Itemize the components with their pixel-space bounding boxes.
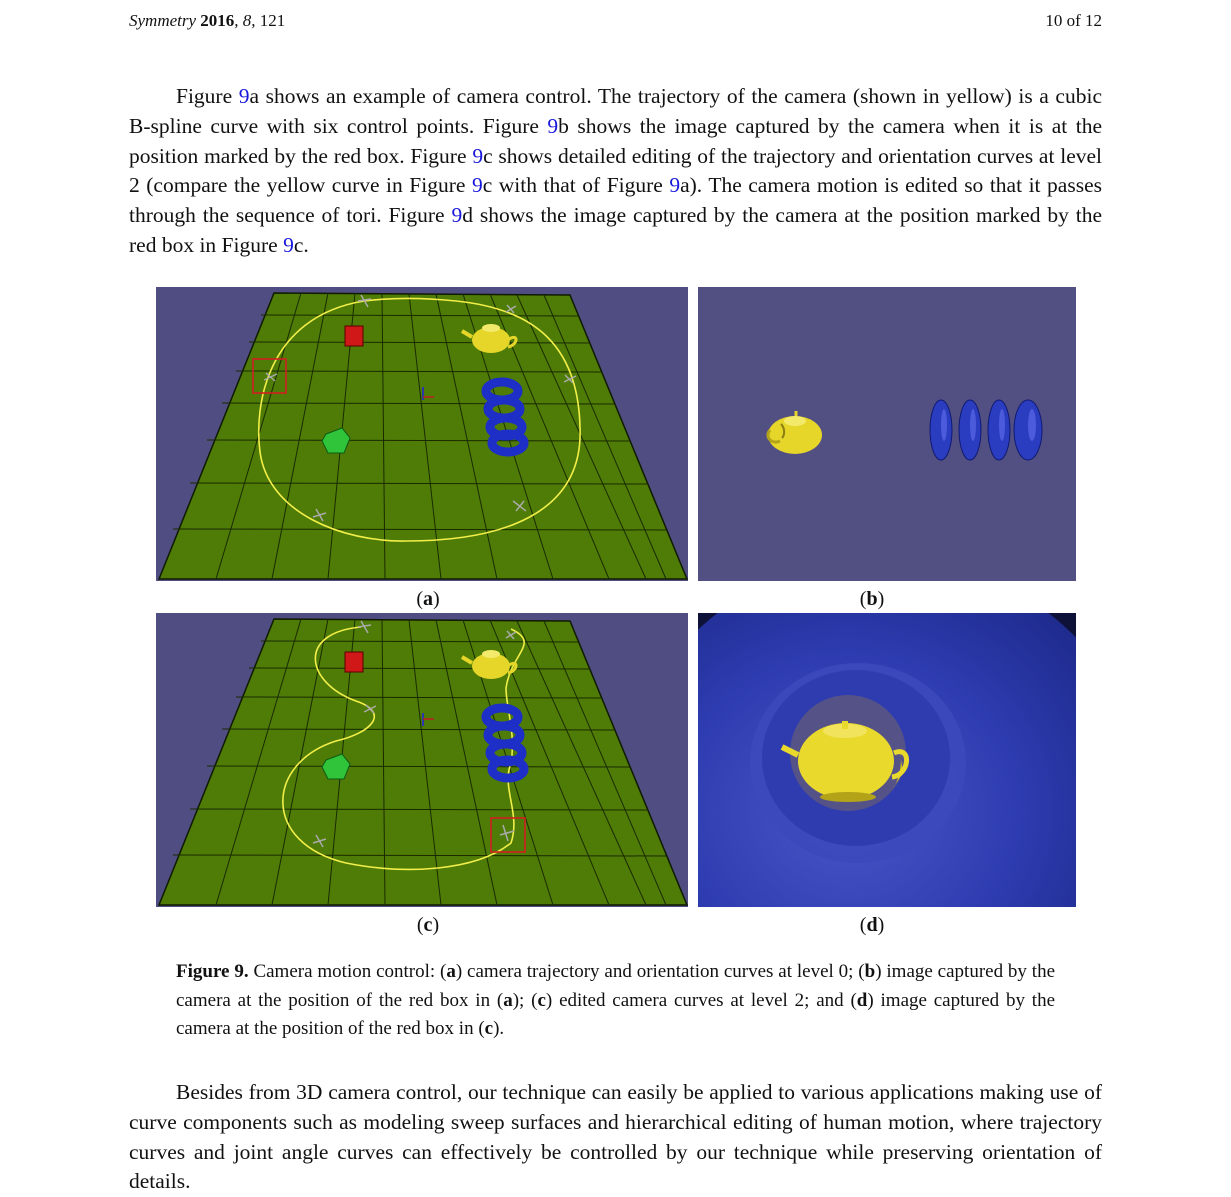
figure-panel-c xyxy=(156,613,688,907)
figure-link[interactable]: 9 xyxy=(472,143,484,168)
subfigure-label-a: (a) xyxy=(416,588,440,610)
running-header-citation: Symmetry 2016, 8, 121 xyxy=(129,11,286,30)
figure-link[interactable]: 9 xyxy=(451,203,463,228)
figure-panel-a xyxy=(156,287,688,581)
camera-view-level0 xyxy=(698,287,1076,581)
journal-name: Symmetry xyxy=(129,11,197,30)
figure-link[interactable]: 9 xyxy=(669,173,681,198)
text-run: b shows the image captured by the camera when it is at the position marked by the red box. Figure xyxy=(129,113,1103,168)
page-number: 10 of 12 xyxy=(1045,11,1102,30)
figure-link[interactable]: 9 xyxy=(471,173,483,198)
figure-panel-b xyxy=(698,287,1076,581)
subfigure-label-c: (c) xyxy=(416,914,440,936)
text-run: d shows the image captured by the camera at the position marked by the red box in Figure xyxy=(129,203,1102,257)
journal-year: 2016 xyxy=(200,11,235,30)
text-run: a). The camera motion is edited so that it passes through the sequence of tori. Figure xyxy=(129,173,1102,228)
body-paragraph-1 xyxy=(129,82,1102,261)
text-run: c with that of Figure xyxy=(482,173,670,198)
subfigure-label-b: (b) xyxy=(859,588,885,610)
scene-top-view-level2 xyxy=(156,613,688,907)
text-run: c. xyxy=(293,232,309,257)
figure-link[interactable]: 9 xyxy=(283,232,294,257)
subfigure-label-d: (d) xyxy=(859,914,885,936)
text-run: Figure xyxy=(176,84,239,108)
figure-link[interactable]: 9 xyxy=(547,113,559,138)
figure-link[interactable]: 9 xyxy=(238,84,250,108)
caption-label: Figure 9. xyxy=(176,961,249,982)
text-run: c shows detailed editing of the trajectory and orientation curves at level 2 (compare the yellow curve in Figure xyxy=(129,143,1103,198)
article-number: 121 xyxy=(259,11,286,30)
text-run: a shows an example of camera control. The trajectory of the camera (shown in yellow) is a cubic B-spline curve with six control points. Figure xyxy=(129,84,1102,138)
camera-view-inside-torus xyxy=(698,613,1076,907)
journal-volume: 8 xyxy=(242,11,252,30)
figure-caption: Figure 9. Camera motion control: (a) camera trajectory and orientation curves at level 0; (b) image captured by the camera at the position of the red box in (a); (c) edited camera curves at level 2; and (d) image captured by the camera at the position of the red box in (c). xyxy=(176,961,1056,1040)
body-paragraph-2: Besides from 3D camera control, our technique can easily be applied to various applications making use of curve components such as modeling sweep surfaces and hierarchical editing of human motion, where trajectory curves and joint angle curves can effectively be controlled by our technique while preserving orientation of details. xyxy=(129,1080,1102,1194)
scene-top-view-level0 xyxy=(156,287,688,581)
figure-panel-d xyxy=(698,613,1076,907)
